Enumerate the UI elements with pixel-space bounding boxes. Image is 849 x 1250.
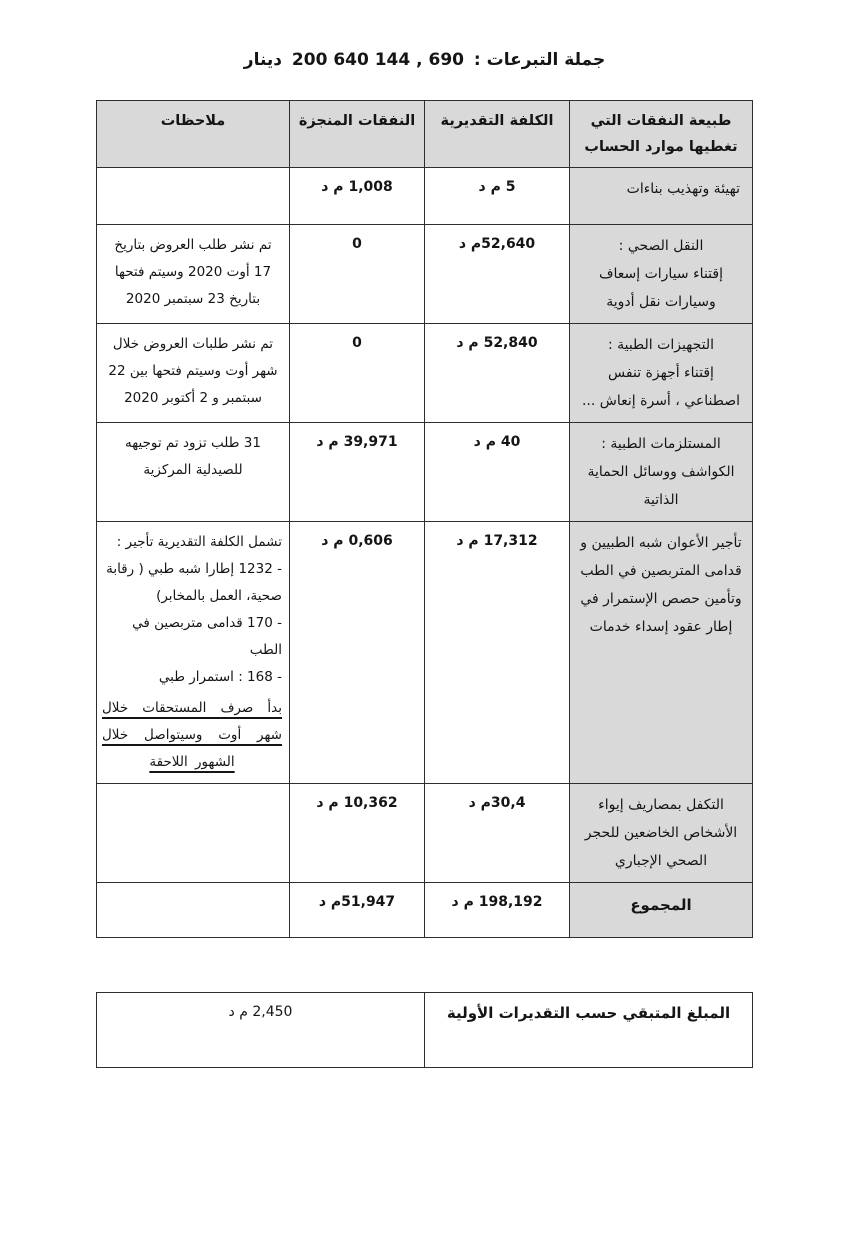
completed-expenses-cell: 0,606 م د — [290, 522, 425, 784]
notes-item: - 1232 إطارا شبه طبي ( رقابة صحية، العمل بالمخابر) — [106, 561, 282, 605]
category-cell: التكفل بمصاريف إيواء الأشخاص الخاضعين للحجر الصحي الإجباري — [570, 784, 753, 883]
notes-cell — [97, 168, 290, 225]
header-notes: ملاحظات — [97, 101, 290, 168]
header-completed-expenses: النفقات المنجزة — [290, 101, 425, 168]
remaining-balance-label: المبلغ المتبقي حسب التقديرات الأولية — [425, 993, 753, 1068]
notes-cell: تم نشر طلب العروض بتاريخ 17 أوت 2020 وسيتم فتحها بتاريخ 23 سبتمبر 2020 — [97, 225, 290, 324]
category-cell — [570, 324, 753, 423]
table-row — [97, 168, 753, 225]
category-detail: الكواشف ووسائل الحماية الذاتية — [587, 464, 735, 509]
estimated-cost-cell: 52,640م د — [425, 225, 570, 324]
notes-cell: 31 طلب تزود تم توجيهه للصيدلية المركزية — [97, 423, 290, 522]
estimated-cost-cell: 5 م د — [425, 168, 570, 225]
category-title: المستلزمات الطبية : — [601, 436, 721, 453]
category-detail: إقتناء سيارات إسعاف وسيارات نقل أدوية — [599, 266, 723, 311]
completed-expenses-cell: 0 — [290, 225, 425, 324]
title-label: جملة التبرعات : — [473, 50, 606, 70]
notes-item: - 170 قدامى متربصين في الطب — [132, 615, 282, 659]
completed-expenses-cell: 0 — [290, 324, 425, 423]
title-amount: 200 640 144 , 690 — [291, 50, 464, 70]
category-title: التجهيزات الطبية : — [607, 337, 715, 354]
header-category: طبيعة النفقات التي تغطيها موارد الحساب — [570, 101, 753, 168]
header-estimated-cost: الكلفة التقديرية — [425, 101, 570, 168]
table-row — [97, 324, 753, 423]
estimated-cost-cell: 30,4م د — [425, 784, 570, 883]
category-detail: إقتناء أجهزة تنفس اصطناعي ، أسرة إنعاش ... — [581, 365, 741, 410]
category-cell — [570, 423, 753, 522]
remaining-balance-table — [96, 992, 753, 1068]
table-row — [97, 784, 753, 883]
document-title — [97, 50, 753, 70]
notes-underlined-text: بدأ صرف المستحقات خلال شهر أوت وسيتواصل خلال الشهور اللاحقة — [102, 700, 282, 771]
notes-cell — [97, 522, 290, 784]
title-unit: دينار — [243, 50, 282, 70]
completed-expenses-cell: 39,971 م د — [290, 423, 425, 522]
table-row — [97, 225, 753, 324]
total-label-cell: المجموع — [570, 883, 753, 938]
notes-intro: تشمل الكلفة التقديرية تأجير : — [116, 534, 282, 551]
table-header-row — [97, 101, 753, 168]
category-cell: تهيئة وتهذيب بناءات — [570, 168, 753, 225]
table-total-row — [97, 883, 753, 938]
estimated-cost-cell: 52,840 م د — [425, 324, 570, 423]
notes-cell: تم نشر طلبات العروض خلال شهر أوت وسيتم فتحها بين 22 سبتمبر و 2 أكتوبر 2020 — [97, 324, 290, 423]
category-cell: تأجير الأعوان شبه الطبيين و قدامى المتربصين في الطب وتأمين حصص الإستمرار في إطار عقود إسداء خدمات — [570, 522, 753, 784]
notes-cell — [97, 784, 290, 883]
remaining-balance-value: 2,450 م د — [97, 993, 425, 1068]
completed-expenses-cell: 10,362 م د — [290, 784, 425, 883]
document-page — [0, 50, 849, 1250]
estimated-cost-cell: 40 م د — [425, 423, 570, 522]
notes-item: - 168 : استمرار طبي — [158, 669, 282, 686]
total-estimated-cost-cell: 198,192 م د — [425, 883, 570, 938]
completed-expenses-cell: 1,008 م د — [290, 168, 425, 225]
category-title: النقل الصحي : — [618, 238, 704, 255]
remaining-balance-row — [97, 993, 753, 1068]
category-cell — [570, 225, 753, 324]
table-row — [97, 423, 753, 522]
expenses-table — [96, 100, 753, 938]
table-row — [97, 522, 753, 784]
estimated-cost-cell: 17,312 م د — [425, 522, 570, 784]
total-completed-expenses-cell: 51,947م د — [290, 883, 425, 938]
total-notes-cell — [97, 883, 290, 938]
